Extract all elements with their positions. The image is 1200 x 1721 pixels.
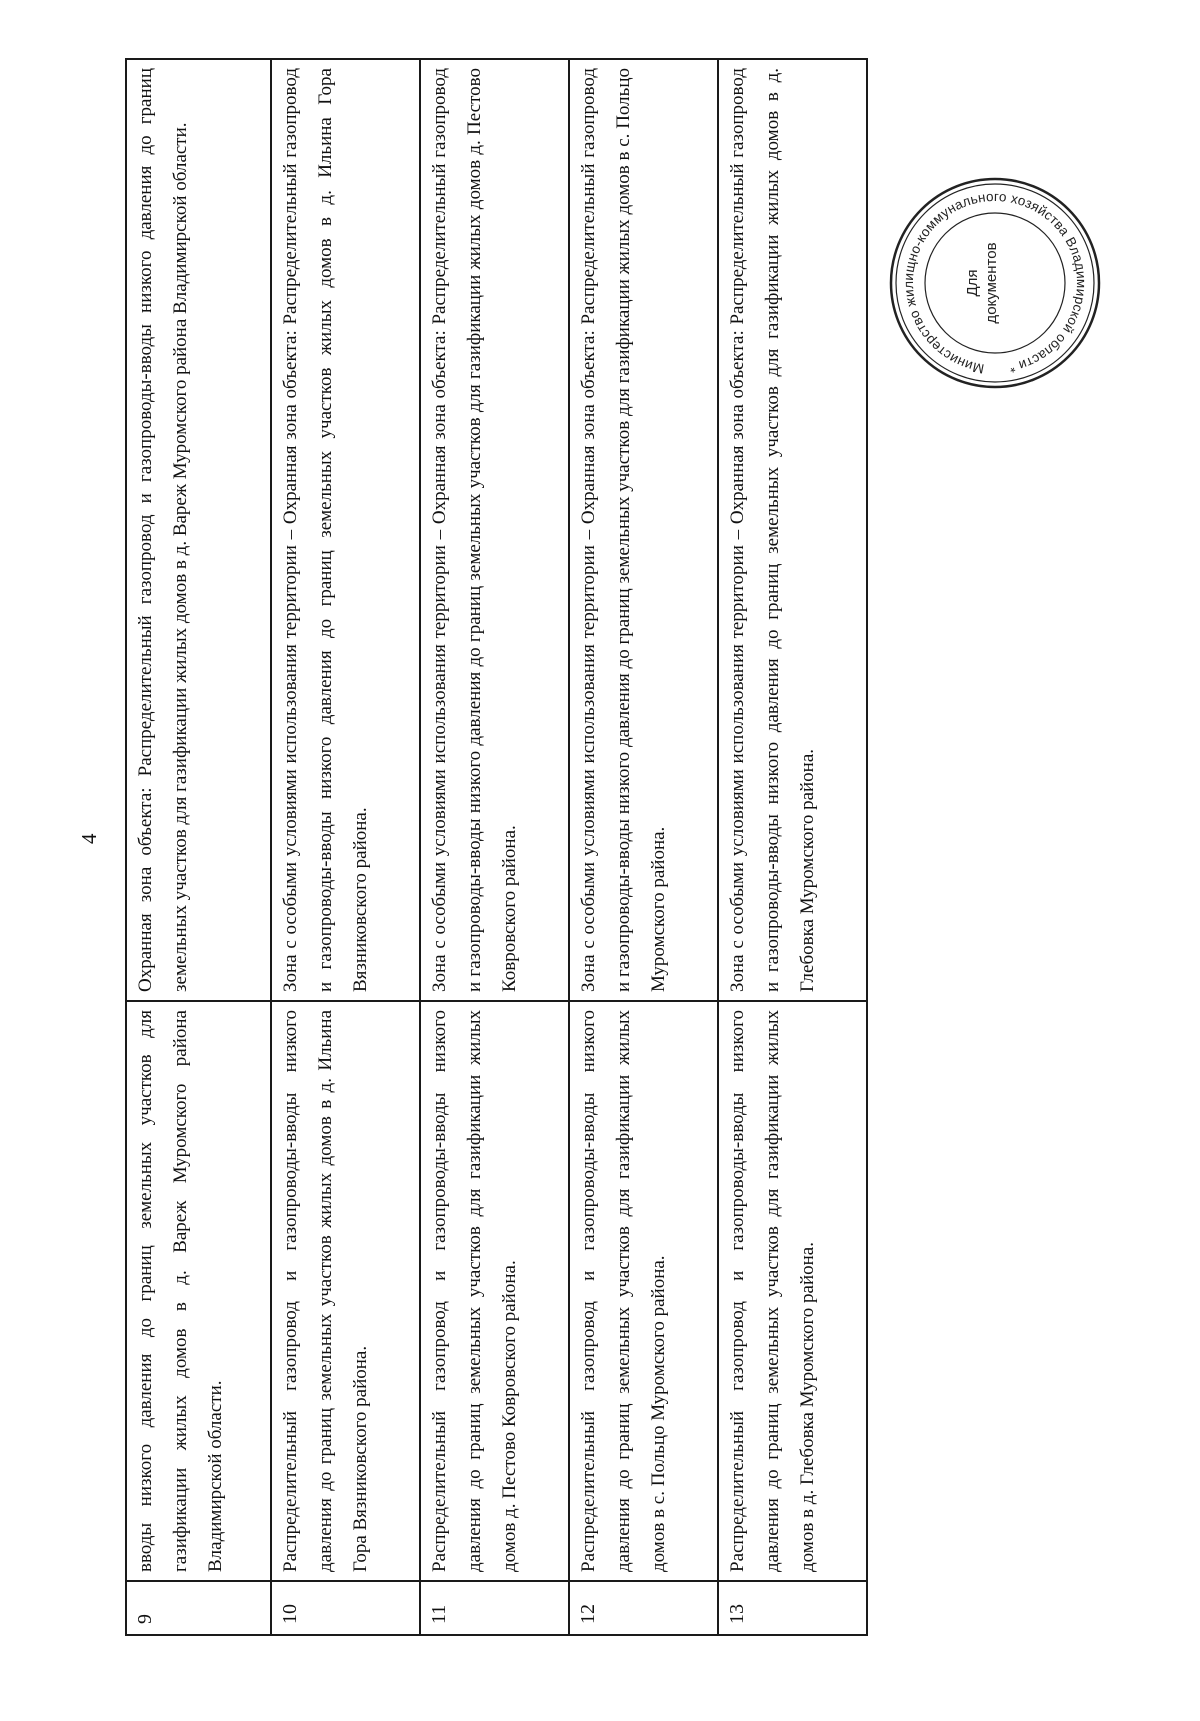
object-description: Распределительный газопровод и газопроводы-вводы низкого давления до границ земельных участков для газификации жилых домов в с. Польцо Муромского района.	[569, 1001, 718, 1581]
table-row	[420, 59, 569, 1635]
zone-description: Зона с особыми условиями использования территории – Охранная зона объекта: Распределительный газопровод и газопроводы-вводы низкого давления до границ земельных участков для газификации жилых домов в с. Польцо Муромского района.	[569, 59, 718, 1001]
official-stamp	[885, 173, 1105, 393]
stamp-line-1: Для	[964, 269, 981, 297]
table-row	[126, 59, 271, 1635]
table-row	[718, 59, 867, 1635]
row-number: 11	[420, 1581, 569, 1635]
zone-description: Охранная зона объекта: Распределительный газопровод и газопроводы-вводы низкого давления до границ земельных участков для газификации жилых домов в д. Вареж Муромского района Владимирской области.	[126, 59, 271, 1001]
object-description: вводы низкого давления до границ земельных участков для газификации жилых домов в д. Вареж Муромского района Владимирской области.	[126, 1001, 271, 1581]
svg-text:Министерство жилищно-коммуналь: Министерство жилищно-коммунального хозяйства Владимирской области *	[900, 188, 1090, 377]
object-description: Распределительный газопровод и газопроводы-вводы низкого давления до границ земельных участков для газификации жилых домов д. Пестово Ковровского района.	[420, 1001, 569, 1581]
row-number: 12	[569, 1581, 718, 1635]
page-number: 4	[77, 833, 101, 844]
rotated-page-content	[77, 60, 1090, 1636]
zone-description: Зона с особыми условиями использования территории – Охранная зона объекта: Распределительный газопровод и газопроводы-вводы низкого давления до границ земельных участков для газификации жилых домов в д. Глебовка Муромского района.	[718, 59, 867, 1001]
stamp-line-2: документов	[983, 242, 1000, 324]
table-row	[271, 59, 420, 1635]
zone-description: Зона с особыми условиями использования территории – Охранная зона объекта: Распределительный газопровод и газопроводы-вводы низкого давления до границ земельных участков для газификации жилых домов д. Пестово Ковровского района.	[420, 59, 569, 1001]
row-number: 13	[718, 1581, 867, 1635]
table-row	[569, 59, 718, 1635]
object-description: Распределительный газопровод и газопроводы-вводы низкого давления до границ земельных участков жилых домов в д. Ильина Гора Вязниковского района.	[271, 1001, 420, 1581]
zone-description: Зона с особыми условиями использования территории – Охранная зона объекта: Распределительный газопровод и газопроводы-вводы низкого давления до границ земельных участков жилых домов в д. Ильина Гора Вязниковского района.	[271, 59, 420, 1001]
zones-table	[125, 58, 868, 1636]
row-number: 10	[271, 1581, 420, 1635]
stamp-center-text	[963, 173, 1001, 393]
row-number: 9	[126, 1581, 271, 1635]
object-description: Распределительный газопровод и газопроводы-вводы низкого давления до границ земельных участков для газификации жилых домов в д. Глебовка Муромского района.	[718, 1001, 867, 1581]
